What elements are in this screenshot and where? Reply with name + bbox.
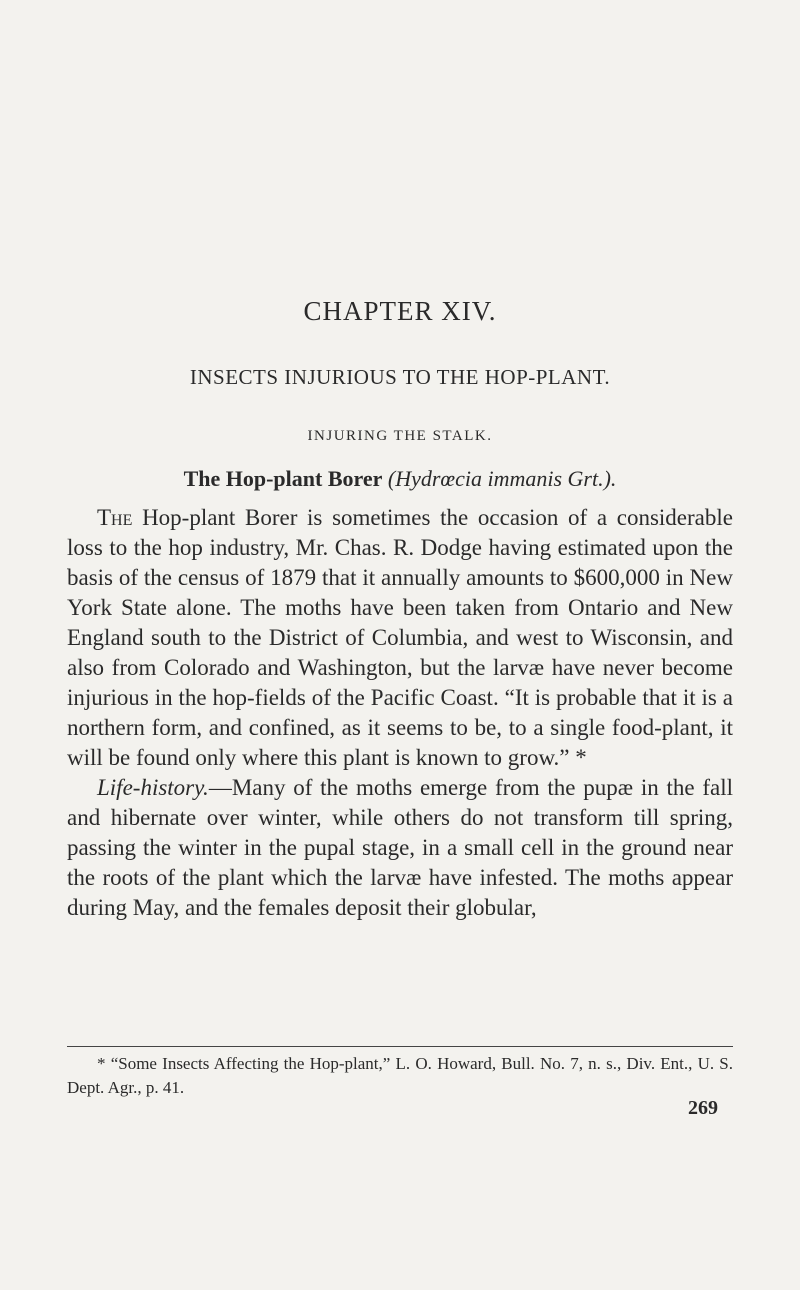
paragraph-1-lead: The: [97, 505, 133, 530]
species-heading: [0, 466, 800, 492]
paragraph-1: [67, 503, 733, 773]
chapter-title: INSECTS INJURIOUS TO THE HOP-PLANT.: [189, 365, 611, 389]
page-number: 269: [688, 1097, 718, 1119]
footnote: [67, 1052, 733, 1100]
body-text: [67, 503, 733, 923]
paragraph-2-lead: Life-history.: [97, 775, 209, 800]
species-common-name: The Hop-plant Borer: [183, 466, 383, 491]
footnote-text: * “Some Insects Affecting the Hop-plant,” L. O. Howard, Bull. No. 7, n. s., Div. Ent., U. S. Dept. Agr., p. 41.: [67, 1054, 733, 1097]
footnote-divider: [67, 1046, 733, 1047]
paragraph-2-text: —Many of the moths emerge from the pupæ in the fall and hibernate over winter, while others do not transform till spring, passing the winter in the pupal stage, in a small cell in the ground near the roots of the plant which the larvæ have infested. The moths appear during May, and the females deposit their globular,: [67, 775, 733, 920]
section-subtitle: INJURING THE STALK.: [307, 428, 493, 444]
chapter-heading: CHAPTER XIV.: [303, 296, 497, 326]
paragraph-2: [67, 773, 733, 923]
paragraph-1-text: Hop-plant Borer is sometimes the occasion of a considerable loss to the hop industry, Mr. Chas. R. Dodge having estimated upon the basis of the census of 1879 that it annually amounts to $600,000 in New York State alone. The moths have been taken from Ontario and New England south to the District of Columbia, and west to Wisconsin, and also from Colorado and Washington, but the larvæ have never become injurious in the hop-fields of the Pacific Coast. “It is probable that it is a northern form, and confined, as it seems to be, to a single food-plant, it will be found only where this plant is known to grow.” *: [67, 505, 733, 770]
species-scientific-name: (Hydrœcia immanis Grt.).: [387, 466, 617, 491]
